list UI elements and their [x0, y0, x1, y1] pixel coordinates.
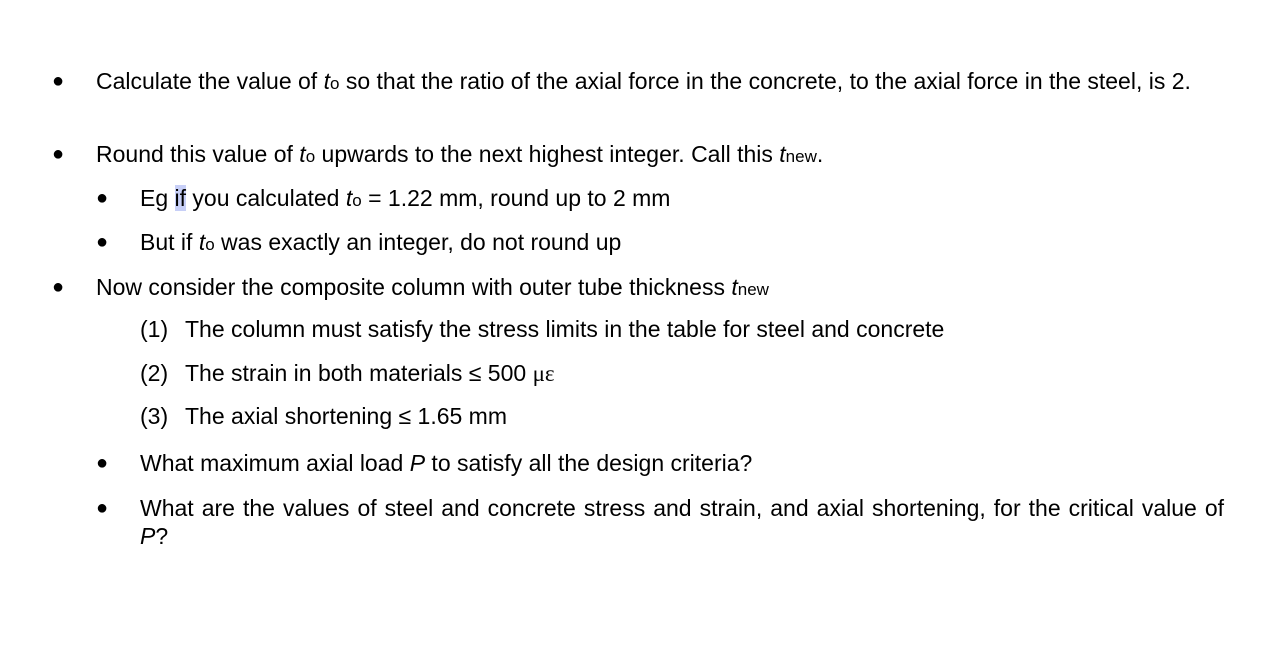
variable-t: t: [345, 185, 353, 211]
instruction-composite-column: [96, 273, 1224, 304]
bullet-icon: ●: [52, 143, 65, 165]
variable-t: t: [299, 141, 306, 167]
bullet-icon: ●: [52, 70, 65, 92]
text-segment: upwards to the next highest integer. Call this: [315, 141, 780, 167]
bullet-icon: ●: [96, 497, 109, 519]
criterion-number: (1): [140, 316, 169, 342]
variable-subscript: o: [352, 191, 362, 210]
criterion-text: The axial shortening ≤ 1.65 mm: [185, 403, 507, 429]
instruction-calculate-to: [96, 67, 1224, 98]
text-segment: Calculate the value of: [96, 68, 324, 94]
instruction-round-up: [96, 140, 1224, 171]
example-integer: [140, 228, 1224, 259]
variable-t: t: [323, 68, 330, 94]
variable-subscript: o: [205, 235, 215, 254]
text-segment: you calculated: [186, 185, 346, 211]
variable-tnew: t: [731, 274, 738, 300]
criterion-text: The strain in both materials ≤ 500: [185, 360, 533, 386]
text-selection-highlight[interactable]: if: [174, 185, 187, 211]
criterion-text: The column must satisfy the stress limits in the table for steel and concrete: [185, 316, 945, 342]
bullet-icon: ●: [96, 231, 109, 253]
question-critical-values: [140, 494, 1224, 550]
text-segment: What are the values of steel and concrete stress and strain, and axial shortening, for the critical value of: [140, 495, 1224, 521]
criterion-axial-shortening: [140, 402, 1224, 430]
bullet-icon: ●: [52, 276, 65, 298]
text-segment: = 1.22 mm, round up to 2 mm: [361, 185, 671, 211]
criterion-number: (2): [140, 360, 169, 386]
text-segment: Now consider the composite column with outer tube thickness: [96, 274, 732, 300]
text-segment: Eg: [140, 185, 175, 211]
question-max-load: [140, 449, 1224, 477]
example-round-up: [140, 184, 1224, 215]
text-segment: Round this value of: [96, 141, 300, 167]
text-segment: so that the ratio of the axial force in the concrete, to the axial force in the steel, is 2.: [339, 68, 1191, 94]
variable-p: P: [409, 450, 426, 476]
text-segment: What maximum axial load: [140, 450, 410, 476]
text-segment: But if: [140, 229, 199, 255]
text-segment: was exactly an integer, do not round up: [214, 229, 622, 255]
variable-t: t: [198, 229, 206, 255]
criterion-unit: με: [532, 361, 555, 386]
text-segment: ?: [155, 523, 169, 549]
variable-subscript: new: [785, 147, 817, 166]
variable-subscript: new: [737, 280, 769, 299]
bullet-icon: ●: [96, 187, 109, 209]
variable-tnew: t: [779, 141, 786, 167]
criterion-stress-limits: [140, 315, 1224, 343]
variable-subscript: o: [329, 74, 340, 93]
variable-p: P: [140, 523, 156, 549]
text-segment: .: [816, 141, 824, 167]
criterion-strain: [140, 359, 1224, 388]
variable-subscript: o: [305, 147, 316, 166]
criterion-number: (3): [140, 403, 169, 429]
bullet-icon: ●: [96, 452, 109, 474]
text-segment: to satisfy all the design criteria?: [425, 450, 753, 476]
